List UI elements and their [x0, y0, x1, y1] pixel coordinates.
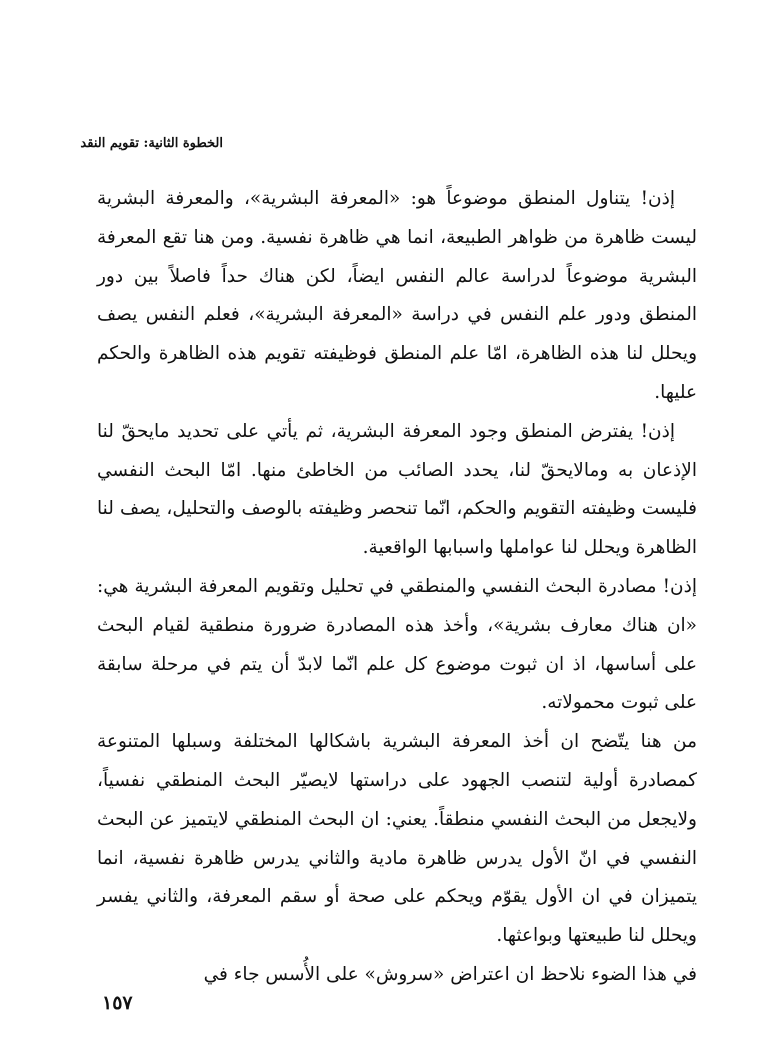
paragraph: إذن! يفترض المنطق وجود المعرفة البشرية، ثم يأتي على تحديد مايحقّ لنا الإذعان به ومالايحقّ لنا، يحدد الصائب من الخاطئ منها. امّا البحث النفسي فليست وظيفته التقويم والحكم، انّما تنحصر وظيفته بالوصف والتحليل، يصف لنا الظاهرة ويحلل لنا عواملها واسبابها الواقعية. — [97, 420, 697, 559]
paragraph: إذن! مصادرة البحث النفسي والمنطقي في تحليل وتقويم المعرفة البشرية هي: «ان هناك معارف بشرية»، وأخذ هذه المصادرة ضرورة منطقية لقيام البحث على أساسها، اذ ان ثبوت موضوع كل علم انّما لابدّ أن يتم في مرحلة سابقة على ثبوت محمولاته. — [97, 575, 697, 714]
paragraph: في هذا الضوء نلاحظ ان اعتراض «سروش» على الأُسس جاء في — [203, 963, 697, 985]
paragraph: إذن! يتناول المنطق موضوعاً هو: «المعرفة البشرية»، والمعرفة البشرية ليست ظاهرة من ظواهر الطبيعة، انما هي ظاهرة نفسية. ومن هنا تقع المعرفة البشرية موضوعاً لدراسة عالم النفس ايضاً، لكن هناك حداً فاصلاً بين دور المنطق ودور علم النفس في دراسة «المعرفة البشرية»، فعلم النفس يصف ويحلل لنا هذه الظاهرة، امّا علم المنطق فوظيفته تقويم هذه الظاهرة والحكم عليها. — [97, 188, 697, 403]
running-header: الخطوة الثانية: تقويم النقد — [80, 136, 223, 151]
body-text — [97, 180, 697, 995]
page-number: ١٥٧ — [102, 992, 133, 1014]
paragraph: من هنا يتّضح ان أخذ المعرفة البشرية باشكالها المختلفة وسبلها المتنوعة كمصادرة أولية لتنصب الجهود على دراستها لايصيّر البحث المنطقي نفسياً، ولايجعل من البحث النفسي منطقاً. يعني: ان البحث المنطقي لايتميز عن البحث النفسي في انّ الأول يدرس ظاهرة مادية والثاني يدرس ظاهرة نفسية، انما يتميزان في ان الأول يقوّم ويحكم على صحة أو سقم المعرفة، والثاني يفسر ويحلل لنا طبيعتها وبواعثها. — [97, 731, 697, 947]
